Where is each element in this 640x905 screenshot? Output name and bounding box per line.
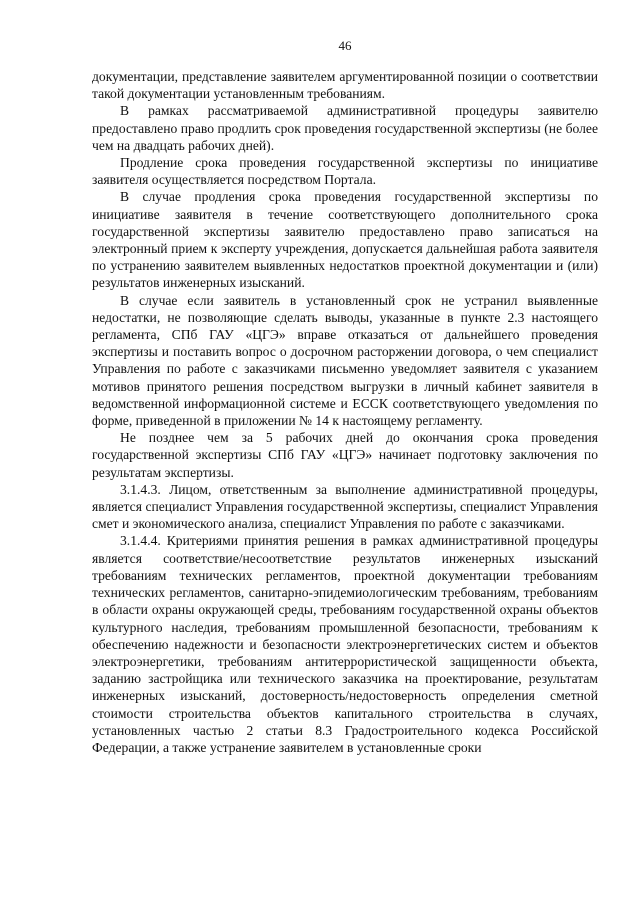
paragraph-section-3-1-4-3: 3.1.4.3. Лицом, ответственным за выполнение административной процедуры, является специалист Управления государственной экспертизы, специалист Управления смет и экономического анализа, специалист Управления по работе с заказчиками. [92, 481, 598, 532]
paragraph-conclusion-preparation: Не позднее чем за 5 рабочих дней до окончания срока проведения государственной экспертизы СПб ГАУ «ЦГЭ» начинает подготовку заключения по результатам экспертизы. [92, 430, 598, 480]
page-number: 46 [338, 38, 352, 53]
paragraph-section-3-1-4-4: 3.1.4.4. Критериями принятия решения в рамках административной процедуры является соответствие/несоответствие результатов инженерных изысканий требованиям технических регламентов, проектной документации требованиям технических регламентов, санитарно-эпидемиологическим требованиям, требованиям в области охраны окружающей среды, требованиям государственной охраны объектов культурного наследия, требованиям промышленной безопасности, требованиям к обеспечению надежности и безопасности электроэнергетических систем и объектов электроэнергетики, требованиям антитеррористической защищенности объекта, заданию застройщика или технического заказчика на проектирование, результатам инженерных изысканий, достоверность/недостоверность определения сметной стоимости строительства объектов капитального строительства в случаях, установленных частью 2 статьи 8.3 Градостроительного кодекса Российской Федерации, а также устранение заявителем в установленные сроки [92, 533, 598, 755]
document-page [92, 38, 598, 756]
paragraph-extension-right: В рамках рассматриваемой административной процедуры заявителю предоставлено право продлить срок проведения государственной экспертизы (не более чем на двадцать рабочих дней). [92, 103, 598, 153]
paragraph-refusal: В случае если заявитель в установленный срок не устранил выявленные недостатки, не позволяющие сделать выводы, указанные в пункте 2.3 настоящего регламента, СПб ГАУ «ЦГЭ» вправе отказаться от дальнейшего проведения экспертизы и поставить вопрос о досрочном расторжении договора, о чем специалист Управления по работе с заказчиками письменно уведомляет заявителя с указанием мотивов принятого решения посредством выгрузки в личный кабинет заявителя в ведомственной информационной системе и ЕССК соответствующего уведомления по форме, приведенной в приложении № 14 к настоящему регламенту. [92, 292, 598, 429]
paragraph-electronic-appointment: В случае продления срока проведения государственной экспертизы по инициативе заявителя в течение соответствующего дополнительного срока государственной экспертизы заявителю предоставлено право записаться на электронный прием к эксперту учреждения, допускается дальнейшая работа заявителя по устранению заявителем выявленных недостатков проектной документации и (или) результатов инженерных изысканий. [92, 189, 598, 291]
paragraph-extension-portal: Продление срока проведения государственной экспертизы по инициативе заявителя осуществляется посредством Портала. [92, 155, 598, 188]
paragraph-continuation: документации, представление заявителем аргументированной позиции о соответствии такой документации установленным требованиям. [92, 69, 598, 102]
